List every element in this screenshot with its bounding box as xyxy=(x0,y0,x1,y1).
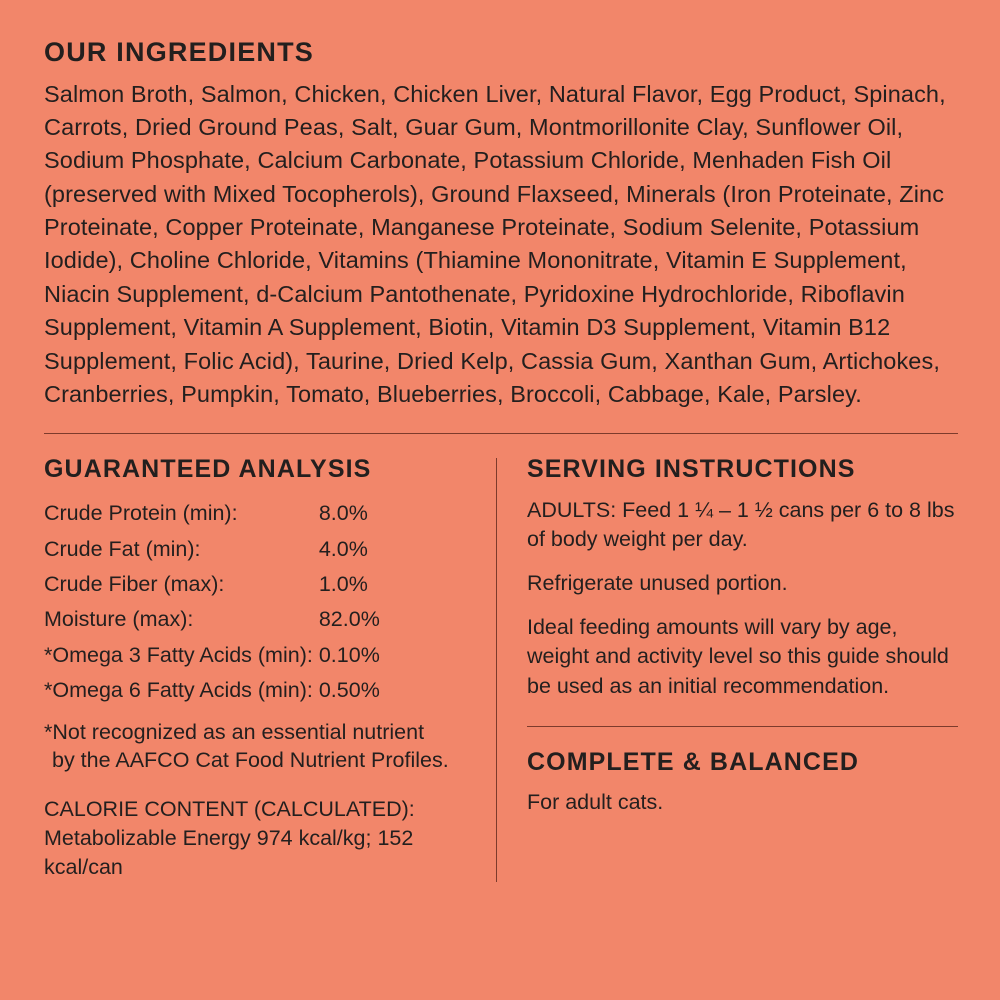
table-row xyxy=(44,531,470,566)
table-row xyxy=(44,673,470,708)
table-row xyxy=(44,567,470,602)
serving-paragraph-adults: ADULTS: Feed 1 ¼ – 1 ½ cans per 6 to 8 lbs of body weight per day. xyxy=(527,497,955,552)
complete-balanced-section xyxy=(527,749,958,818)
nutrient-label: *Omega 3 Fatty Acids (min): xyxy=(44,642,313,667)
nutrient-value: 0.50% xyxy=(318,678,380,703)
calorie-content-value: Metabolizable Energy 974 kcal/kg; 152 kcal/can xyxy=(44,825,414,879)
guaranteed-analysis-section xyxy=(44,456,496,882)
nutrient-value: 4.0% xyxy=(318,536,368,561)
lower-columns xyxy=(44,456,958,882)
right-column xyxy=(497,456,958,882)
table-row xyxy=(44,496,470,531)
nutrient-value: 82.0% xyxy=(318,607,380,632)
nutrient-label: Crude Fiber (max): xyxy=(44,572,225,597)
horizontal-divider-right xyxy=(527,726,958,727)
ingredients-heading: OUR INGREDIENTS xyxy=(44,37,315,67)
nutrient-value: 8.0% xyxy=(318,501,368,526)
aafco-footnote xyxy=(44,718,470,775)
nutrient-value: 0.10% xyxy=(318,642,380,667)
calorie-content xyxy=(44,795,470,882)
serving-paragraph-guidance: Ideal feeding amounts will vary by age, weight and activity level so this guide should be used as an initial recommendation. xyxy=(527,614,949,699)
calorie-content-label: CALORIE CONTENT (CALCULATED): xyxy=(44,796,415,821)
guaranteed-analysis-heading: GUARANTEED ANALYSIS xyxy=(44,455,372,484)
ingredients-section xyxy=(44,38,958,411)
guaranteed-analysis-table xyxy=(44,496,470,708)
aafco-footnote-line-2: by the AAFCO Cat Food Nutrient Profiles. xyxy=(52,748,449,773)
nutrient-label: Crude Protein (min): xyxy=(44,501,238,526)
nutrient-value: 1.0% xyxy=(318,572,368,597)
nutrient-label: Moisture (max): xyxy=(44,607,194,632)
complete-balanced-heading: COMPLETE & BALANCED xyxy=(527,747,860,776)
nutrient-label: Crude Fat (min): xyxy=(44,536,201,561)
horizontal-divider xyxy=(44,433,958,434)
ingredients-body: Salmon Broth, Salmon, Chicken, Chicken Liver, Natural Flavor, Egg Product, Spinach, Carrots, Dried Ground Peas, Salt, Guar Gum, Montmorillonite Clay, Sunflower Oil, Sodium Phosphate, Calcium Carbonate, Potassium Chloride, Menhaden Fish Oil (preserved with Mixed Tocopherols), Ground Flaxseed, Minerals (Iron Proteinate, Zinc Proteinate, Copper Proteinate, Manganese Proteinate, Sodium Selenite, Potassium Iodide), Choline Chloride, Vitamins (Thiamine Mononitrate, Vitamin E Supplement, Niacin Supplement, d-Calcium Pantothenate, Pyridoxine Hydrochloride, Riboflavin Supplement, Vitamin A Supplement, Biotin, Vitamin D3 Supplement, Vitamin B12 Supplement, Folic Acid), Taurine, Dried Kelp, Cassia Gum, Xanthan Gum, Artichokes, Cranberries, Pumpkin, Tomato, Blueberries, Broccoli, Cabbage, Kale, Parsley. xyxy=(44,80,946,407)
serving-instructions-section xyxy=(527,456,958,701)
table-row xyxy=(44,602,470,637)
serving-instructions-heading: SERVING INSTRUCTIONS xyxy=(527,455,856,484)
serving-paragraph-refrigerate: Refrigerate unused portion. xyxy=(527,571,788,596)
aafco-footnote-line-1: *Not recognized as an essential nutrient xyxy=(44,720,425,745)
complete-balanced-text: For adult cats. xyxy=(527,790,664,815)
nutrient-label: *Omega 6 Fatty Acids (min): xyxy=(44,678,313,703)
table-row xyxy=(44,637,470,672)
